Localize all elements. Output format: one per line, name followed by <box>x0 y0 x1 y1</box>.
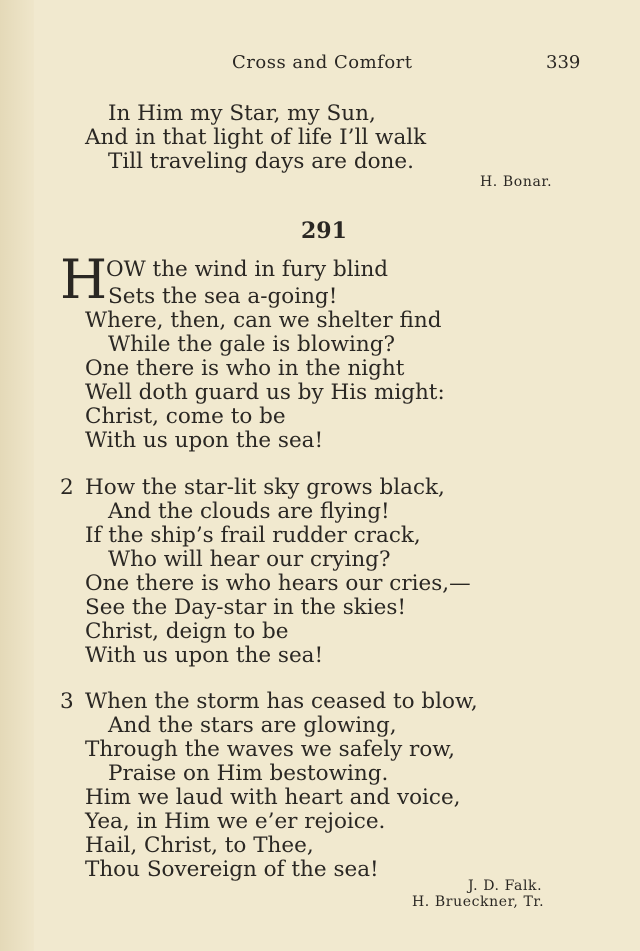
verse-line: Where, then, can we shelter find <box>85 308 442 333</box>
verse-line: Christ, come to be <box>85 404 286 429</box>
drop-cap: H <box>60 248 108 311</box>
verse-line: When the storm has ceased to blow, <box>85 689 478 714</box>
verse-line: See the Day-star in the skies! <box>85 595 407 620</box>
verse-line: Thou Sovereign of the sea! <box>85 857 379 882</box>
continuation-line: Till traveling days are done. <box>108 149 414 174</box>
verse-line: With us upon the sea! <box>85 643 324 668</box>
attribution: H. Bonar. <box>480 174 553 190</box>
verse-line: And the stars are glowing, <box>108 713 397 738</box>
verse-line: And the clouds are flying! <box>108 499 390 524</box>
verse-line: With us upon the sea! <box>85 428 324 453</box>
translator-attribution: H. Brueckner, Tr. <box>412 894 545 910</box>
continuation-line: In Him my Star, my Sun, <box>108 101 376 126</box>
verse-number: 3 <box>60 689 74 714</box>
verse-line: Through the waves we safely row, <box>85 737 455 762</box>
page-number: 339 <box>546 52 581 73</box>
verse-line: Yea, in Him we e’er rejoice. <box>85 809 386 834</box>
verse-line: One there is who in the night <box>85 356 405 381</box>
verse-line: One there is who hears our cries,— <box>85 571 471 596</box>
page-edge <box>0 0 34 951</box>
verse-line: How the star-lit sky grows black, <box>85 475 445 500</box>
author-attribution: J. D. Falk. <box>468 878 543 894</box>
verse-line: Praise on Him bestowing. <box>108 761 389 786</box>
verse-line: Sets the sea a-going! <box>108 284 338 309</box>
verse-line: Him we laud with heart and voice, <box>85 785 461 810</box>
verse-line: Who will hear our crying? <box>108 547 391 572</box>
verse-number: 2 <box>60 475 74 500</box>
verse-line: OW the wind in fury blind <box>106 257 389 282</box>
verse-line: If the ship’s frail rudder crack, <box>85 523 421 548</box>
running-header-title: Cross and Comfort <box>232 52 413 73</box>
continuation-line: And in that light of life I’ll walk <box>85 125 427 150</box>
hymn-number: 291 <box>301 218 347 244</box>
verse-line: Hail, Christ, to Thee, <box>85 833 314 858</box>
verse-line: While the gale is blowing? <box>108 332 396 357</box>
verse-line: Christ, deign to be <box>85 619 289 644</box>
verse-line: Well doth guard us by His might: <box>85 380 445 405</box>
